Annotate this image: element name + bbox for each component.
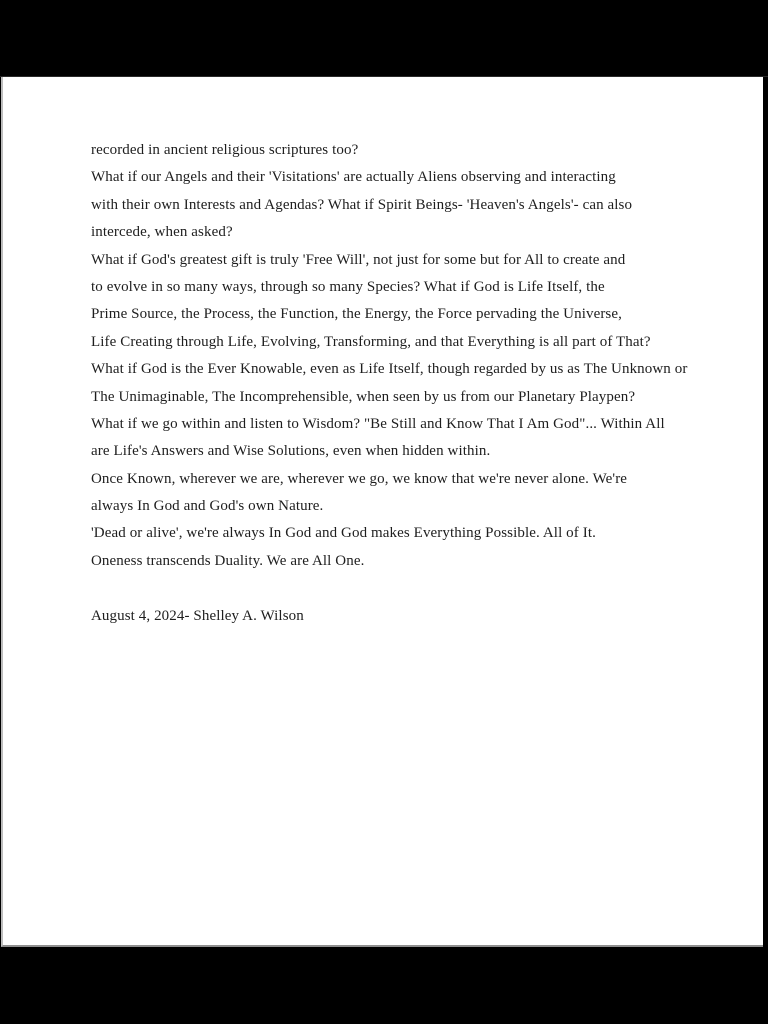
text-line: Life Creating through Life, Evolving, Transforming, and that Everything is all part of That?: [91, 333, 651, 350]
signature-line: August 4, 2024- Shelley A. Wilson: [91, 607, 304, 624]
text-line: What if God is the Ever Knowable, even as Life Itself, though regarded by us as The Unknown or: [91, 361, 688, 378]
document-text: [91, 137, 727, 575]
text-line: with their own Interests and Agendas? What if Spirit Beings- 'Heaven's Angels'- can also: [91, 196, 633, 213]
text-line: The Unimaginable, The Incomprehensible, when seen by us from our Planetary Playpen?: [91, 388, 636, 405]
text-line: Prime Source, the Process, the Function, the Energy, the Force pervading the Universe,: [91, 306, 622, 323]
text-line: to evolve in so many ways, through so many Species? What if God is Life Itself, the: [91, 278, 605, 295]
text-line: What if God's greatest gift is truly 'Free Will', not just for some but for All to create and: [91, 251, 626, 268]
text-line: Once Known, wherever we are, wherever we go, we know that we're never alone. We're: [91, 470, 628, 487]
text-line: always In God and God's own Nature.: [91, 498, 324, 515]
text-line: Oneness transcends Duality. We are All One.: [91, 552, 365, 569]
text-line: intercede, when asked?: [91, 224, 233, 241]
document-page: [1, 77, 763, 947]
top-letterbox-bar: [0, 0, 768, 77]
bottom-letterbox-bar: [0, 947, 768, 1024]
text-line: What if we go within and listen to Wisdom? "Be Still and Know That I Am God"... Within All: [91, 415, 665, 432]
text-line: recorded in ancient religious scriptures too?: [91, 142, 359, 158]
text-line: 'Dead or alive', we're always In God and God makes Everything Possible. All of It.: [91, 525, 596, 542]
text-line: are Life's Answers and Wise Solutions, even when hidden within.: [91, 443, 491, 460]
text-line: What if our Angels and their 'Visitations' are actually Aliens observing and interacting: [91, 169, 616, 186]
